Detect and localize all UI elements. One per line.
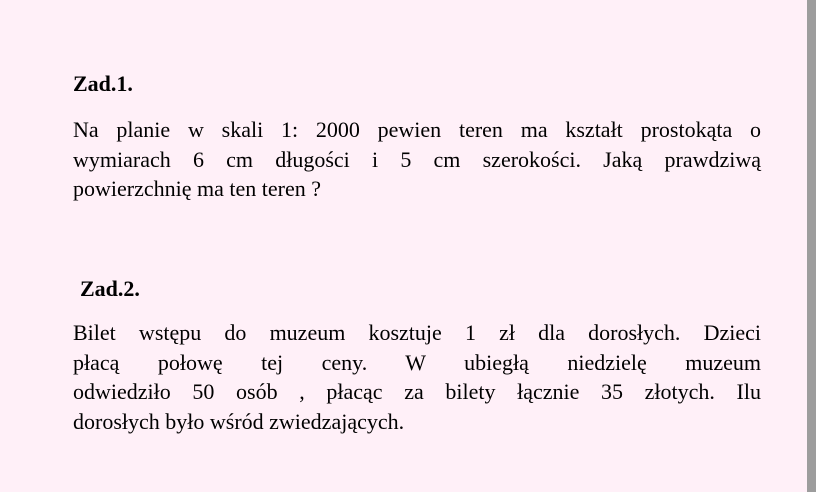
task-1-line-3: powierzchnię ma ten teren ?: [73, 176, 321, 201]
task-1-heading: Zad.1.: [73, 71, 133, 96]
page-edge-bar: [807, 0, 816, 492]
task-1-text: [73, 115, 761, 204]
task-2-heading: Zad.2.: [80, 276, 140, 301]
task-2-line-2: płacą połowę tej ceny. W ubiegłą niedzielę muzeum: [73, 349, 761, 375]
task-2-line-3: odwiedziło 50 osób , płacąc za bilety łącznie 35 złotych. Ilu: [73, 379, 761, 404]
task-2-line-4: dorosłych było wśród zwiedzających.: [73, 408, 405, 434]
task-1-line-1: Na planie w skali 1: 2000 pewien teren ma kształt prostokąta o: [73, 117, 761, 142]
task-2-line-1: Bilet wstępu do muzeum kosztuje 1 zł dla dorosłych. Dzieci: [73, 320, 761, 345]
task-2-text: [73, 318, 761, 436]
task-1-line-2: wymiarach 6 cm długości i 5 cm szerokości. Jaką prawdziwą: [73, 146, 761, 172]
